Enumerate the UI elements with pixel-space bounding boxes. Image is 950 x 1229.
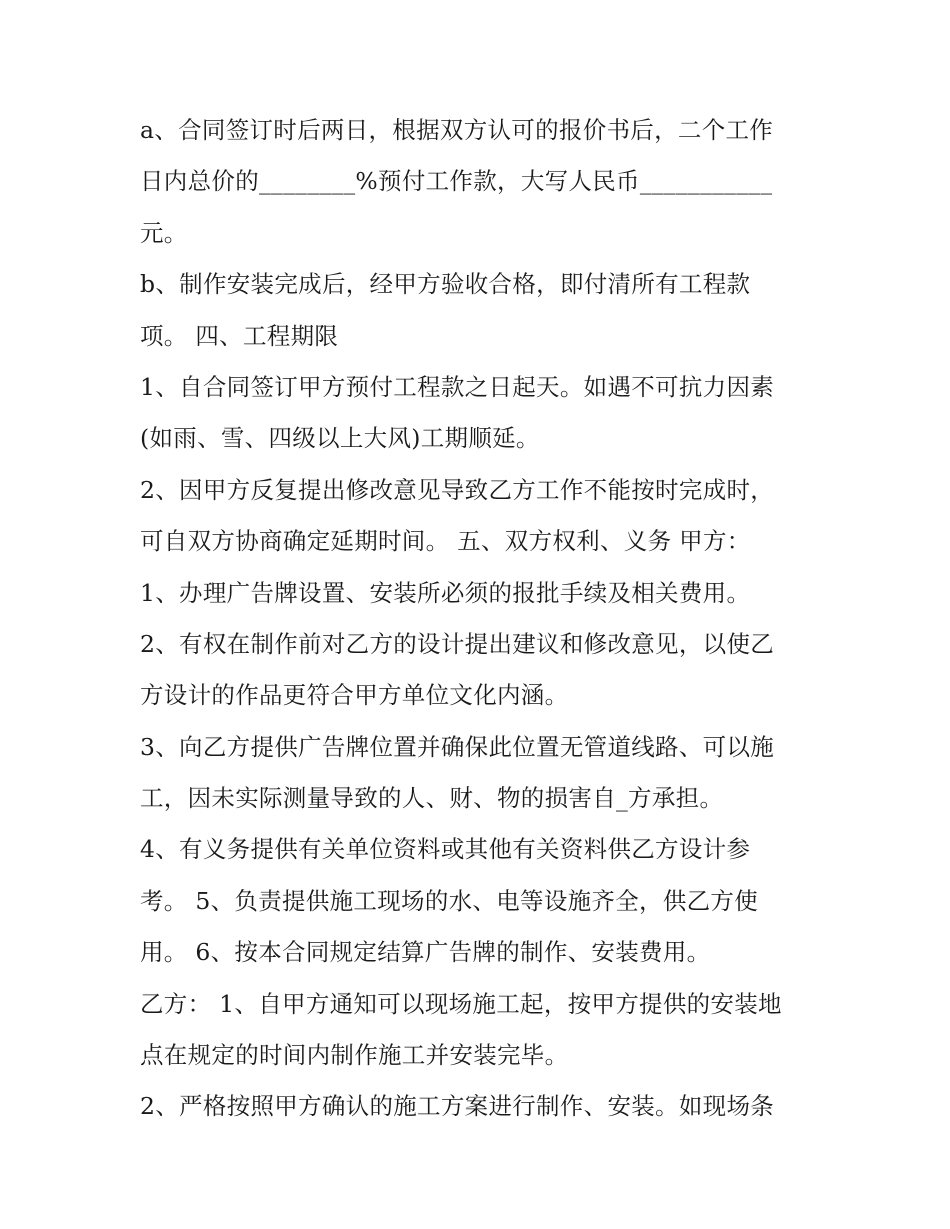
text-line: 考。 5、负责提供施工现场的水、电等设施齐全，供乙方使 bbox=[140, 886, 759, 915]
text-line: (如雨、雪、四级以上大风)工期顺延。 bbox=[140, 424, 540, 453]
text-line: b、制作安装完成后，经甲方验收合格，即付清所有工程款 bbox=[140, 270, 751, 299]
text-line: 4、有义务提供有关单位资料或其他有关资料供乙方设计参 bbox=[140, 835, 751, 864]
text-line: 1、办理广告牌设置、安装所必须的报批手续及相关费用。 bbox=[140, 578, 751, 607]
text-line: 2、因甲方反复提出修改意见导致乙方工作不能按时完成时， bbox=[140, 475, 775, 504]
text-line: a、合同签订时后两日，根据双方认可的报价书后，二个工作 bbox=[140, 116, 774, 144]
text-line: 2、有权在制作前对乙方的设计提出建议和修改意见，以使乙 bbox=[140, 629, 775, 658]
text-line: 元。 bbox=[140, 218, 188, 247]
text-line: 3、向乙方提供广告牌位置并确保此位置无管道线路、可以施 bbox=[140, 732, 775, 761]
text-line: 日内总价的________%预付工作款，大写人民币___________ bbox=[140, 167, 773, 196]
text-line: 工，因未实际测量导致的人、财、物的损害自_方承担。 bbox=[140, 784, 724, 813]
text-line: 项。 四、工程期限 bbox=[140, 321, 339, 350]
text-line: 可自双方协商确定延期时间。 五、双方权利、义务 甲方： bbox=[140, 527, 751, 556]
text-line: 点在规定的时间内制作施工并安装完毕。 bbox=[140, 1041, 569, 1070]
text-line: 用。 6、按本合同规定结算广告牌的制作、安装费用。 bbox=[140, 938, 711, 967]
document-body bbox=[140, 105, 830, 1133]
text-line: 乙方： 1、自甲方通知可以现场施工起，按甲方提供的安装地 bbox=[140, 989, 782, 1018]
text-line: 方设计的作品更符合甲方单位文化内涵。 bbox=[140, 681, 569, 710]
text-line: 2、严格按照甲方确认的施工方案进行制作、安装。如现场条 bbox=[140, 1092, 775, 1121]
text-line: 1、自合同签订甲方预付工程款之日起天。如遇不可抗力因素 bbox=[140, 372, 775, 401]
